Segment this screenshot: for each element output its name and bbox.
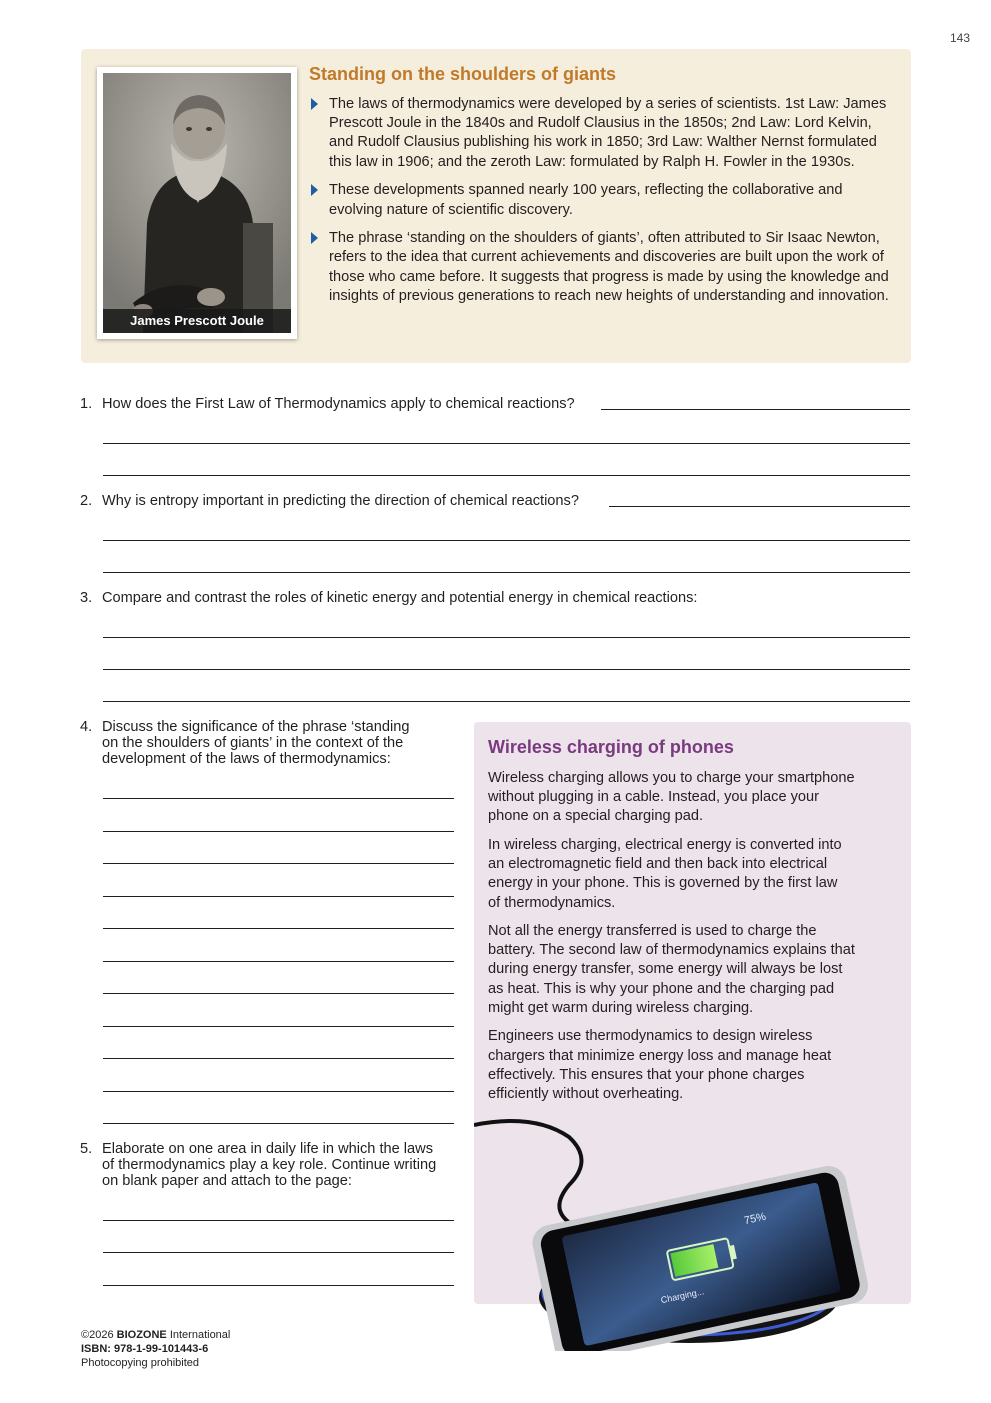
answer-line[interactable] [103,831,454,832]
joule-portrait-photo [103,73,291,333]
answer-line[interactable] [103,1026,454,1027]
photocopy-notice: Photocopying prohibited [81,1357,200,1369]
charging-cable [474,1121,584,1230]
portrait-illustration [103,73,291,333]
answer-line[interactable] [103,993,454,994]
wireless-paragraph-2: In wireless charging, electrical energy is converted into an electromagnetic field and then back into electrical energy in your phone. This is governed by the first law of thermodynamics. [488,836,842,911]
answer-line[interactable] [103,475,910,476]
answer-line[interactable] [103,443,910,444]
answer-line[interactable] [601,409,910,410]
question-number: 4. [80,719,93,735]
answer-line[interactable] [103,863,454,864]
answer-line[interactable] [103,961,454,962]
phone-charging-illustration [474,1115,911,1351]
giants-bullet-1: The laws of thermodynamics were developed by a series of scientists. 1st Law: James Prescott Joule in the 1840s and Rudolf Clausius in the 1850s; 2nd Law: Lord Kelvin, and Rudolf Clausius publishing his work in 1850; 3rd Law: Walther Nernst formulated this law in 1906; and the zeroth Law: formulated by Ralph H. Fowler in the 1930s. [309,95,899,172]
answer-line[interactable] [103,798,454,799]
bullet-arrow-icon [311,232,318,244]
giants-info-panel [81,49,911,363]
joule-portrait-frame [97,67,297,339]
answer-line[interactable] [103,1058,454,1059]
question-number: 2. [80,493,93,509]
question-text: How does the First Law of Thermodynamics apply to chemical reactions? [102,396,575,412]
brand-name: BIOZONE [116,1329,167,1341]
smartphone [529,1163,871,1351]
question-text-line: on the shoulders of giants’ in the context of the [102,735,404,751]
answer-line[interactable] [103,1091,454,1092]
wireless-paragraph-4: Engineers use thermodynamics to design wireless chargers that minimize energy loss and manage heat effectively. This ensures that your phone charges efficiently without overheating. [488,1028,832,1102]
wireless-title: Wireless charging of phones [488,737,734,757]
page-footer [81,1328,230,1370]
question-4 [80,719,460,769]
question-text-line: Elaborate on one area in daily life in which the laws [102,1141,433,1157]
giants-bullet-2: These developments spanned nearly 100 years, reflecting the collaborative and evolving nature of scientific discovery. [309,181,899,219]
question-text-line: of thermodynamics play a key role. Continue writing [102,1157,437,1173]
question-text: Compare and contrast the roles of kinetic energy and potential energy in chemical reactions: [102,590,698,606]
page-number: 143 [949,31,970,45]
answer-line[interactable] [103,701,910,702]
question-number: 5. [80,1141,93,1157]
answer-line[interactable] [103,1285,454,1286]
wireless-paragraph-1: Wireless charging allows you to charge your smartphone without plugging in a cable. Instead, you place your phone on a special charging pad. [488,770,855,825]
bullet-arrow-icon [311,98,318,110]
giants-bullet-list [309,95,899,316]
answer-line[interactable] [103,637,910,638]
question-3 [80,590,910,608]
question-number: 1. [80,396,93,412]
question-text: Why is entropy important in predicting the direction of chemical reactions? [102,493,579,509]
giants-bullet-3: The phrase ‘standing on the shoulders of giants’, often attributed to Sir Isaac Newton, refers to the idea that current achievements and discoveries are built upon the work of those who came before. It suggests that progress is made by using the knowledge and insights of previous generations to reach new heights of understanding and innovation. [309,229,899,306]
bullet-arrow-icon [311,184,318,196]
copyright-line: ©2026 BIOZONE International [81,1329,231,1341]
question-number: 3. [80,590,93,606]
question-2 [80,493,910,511]
answer-line[interactable] [103,1252,454,1253]
answer-line[interactable] [609,506,910,507]
answer-line[interactable] [103,1220,454,1221]
question-text-line: development of the laws of thermodynamics: [102,751,391,767]
battery-percent: 75% [742,1210,768,1228]
question-text-line: on blank paper and attach to the page: [102,1173,352,1189]
answer-line[interactable] [103,1123,454,1124]
isbn-line: ISBN: 978-1-99-101443-6 [81,1343,209,1355]
answer-line[interactable] [103,540,910,541]
answer-line[interactable] [103,896,454,897]
giants-title: Standing on the shoulders of giants [309,64,617,84]
question-text-line: Discuss the significance of the phrase ‘standing [102,719,410,735]
wireless-body [488,769,903,1113]
photo-caption: James Prescott Joule [103,309,291,333]
answer-line[interactable] [103,928,454,929]
answer-line[interactable] [103,669,910,670]
question-1 [80,396,910,414]
charging-status: Charging... [659,1286,705,1306]
wireless-paragraph-3: Not all the energy transferred is used to charge the battery. The second law of thermodynamics explains that during energy transfer, some energy will always be lost as heat. This is why your phone and the charging pad might get warm during wireless charging. [488,923,855,1016]
answer-line[interactable] [103,572,910,573]
question-5 [80,1141,460,1191]
